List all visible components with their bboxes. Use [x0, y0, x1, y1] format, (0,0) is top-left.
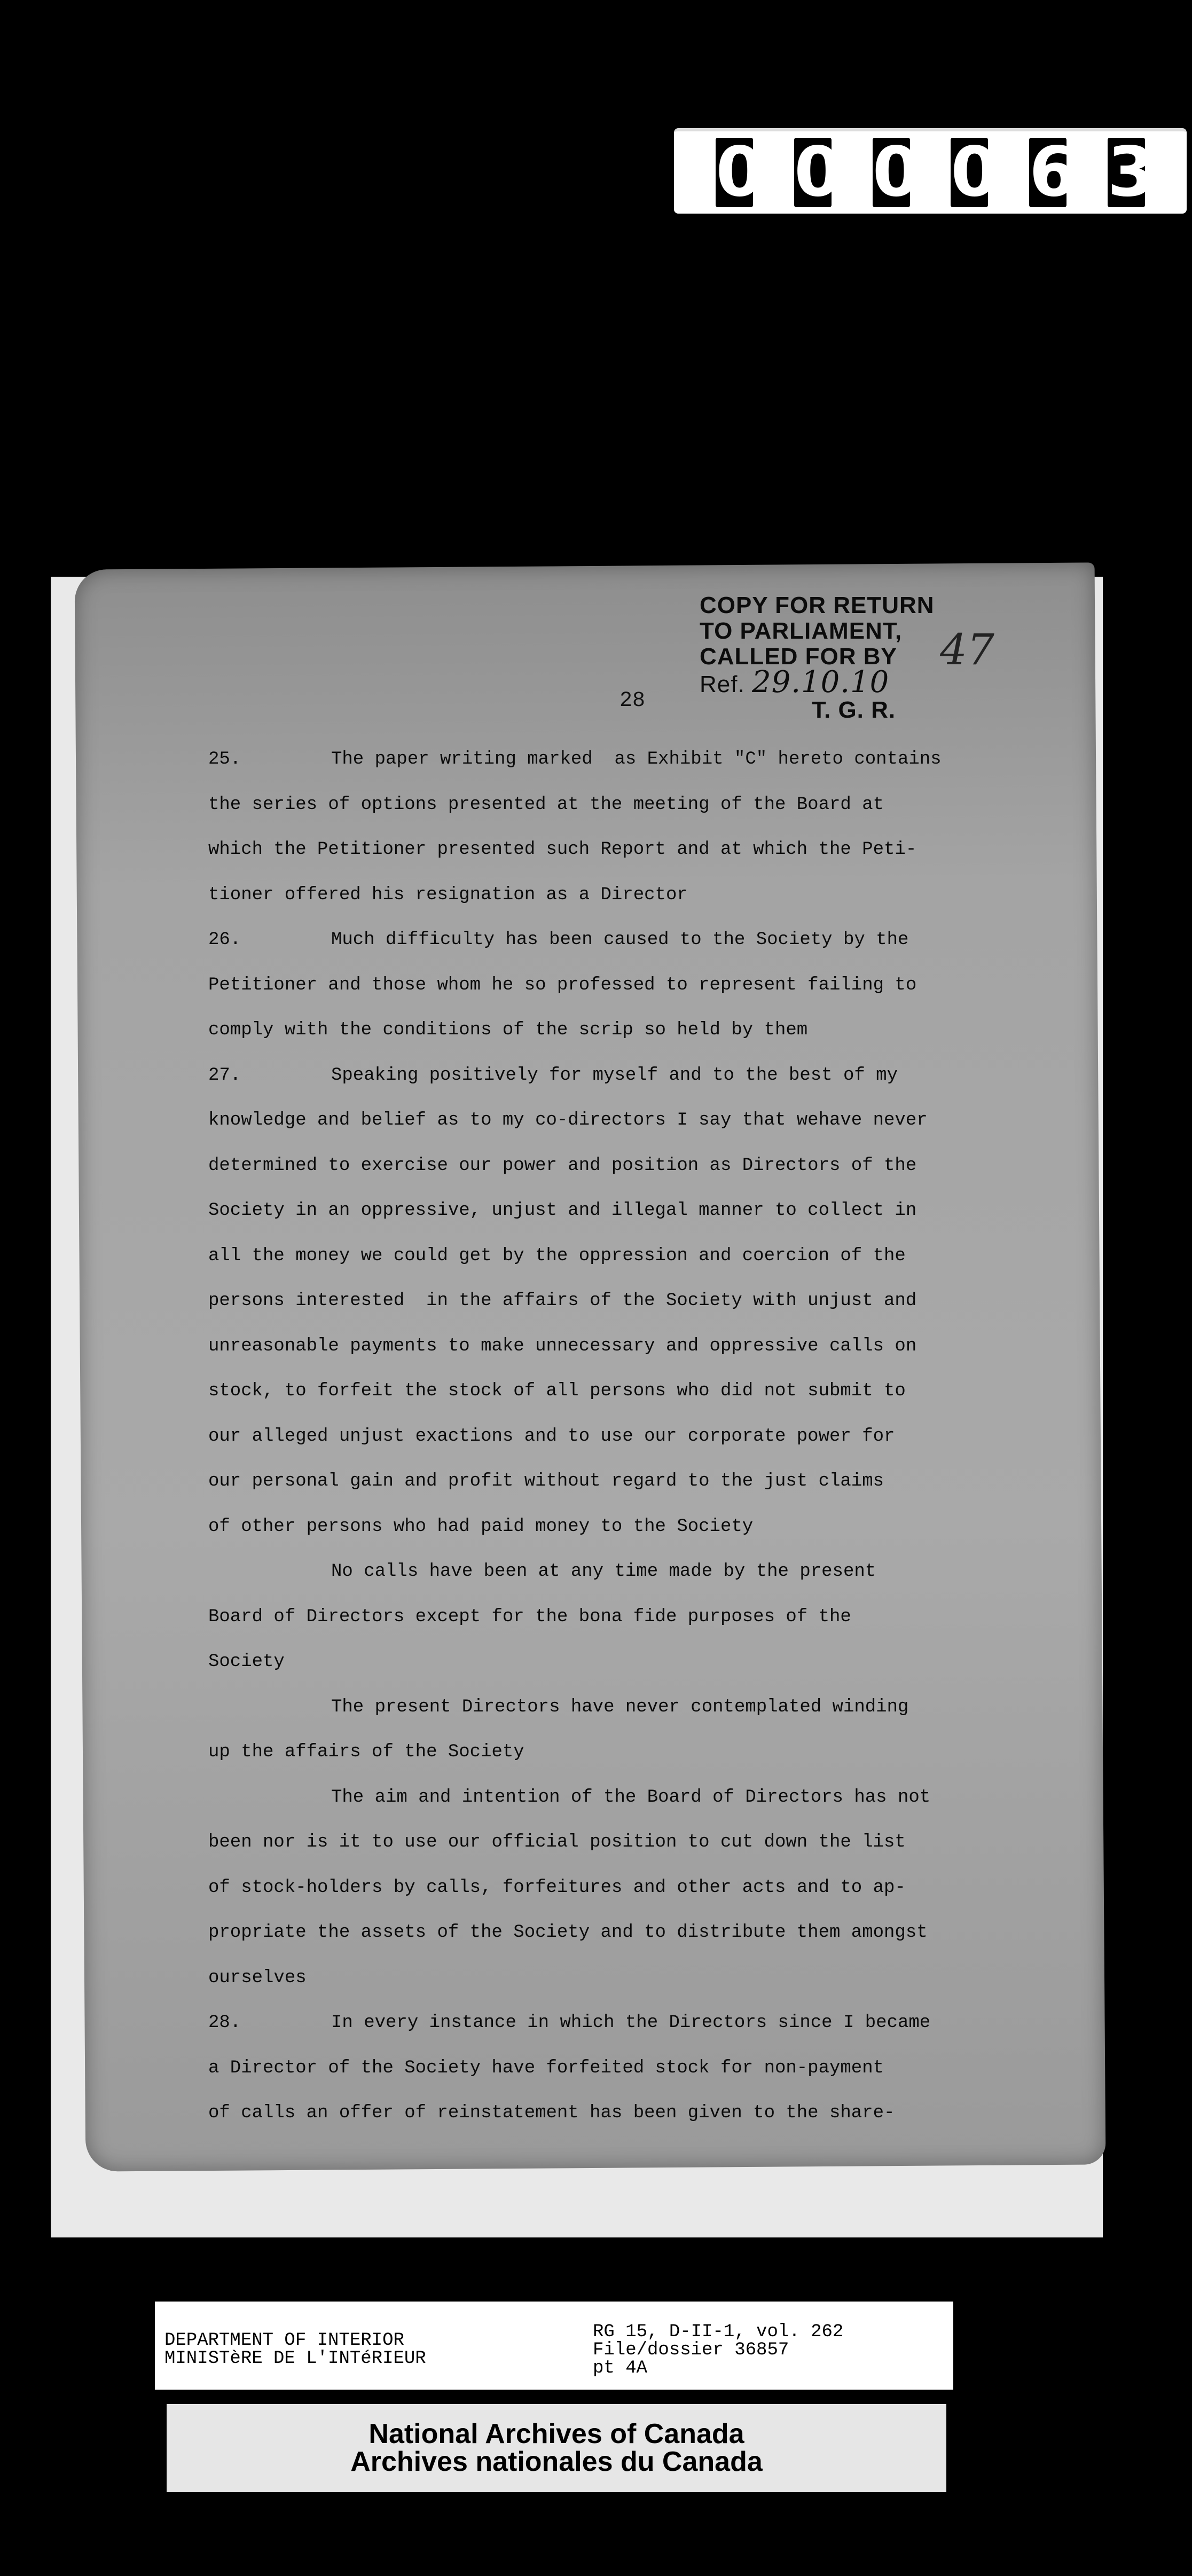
line-text: propriate the assets of the Society and to distribute them amongst — [208, 1922, 928, 1943]
stamp-ref-label: Ref. — [700, 671, 745, 697]
line-text: persons interested in the affairs of the Society with unjust and — [208, 1291, 917, 1311]
line-text: ourselves — [208, 1967, 307, 1988]
line-text: Much difficulty has been caused to the Society by the — [331, 930, 909, 950]
line-text: knowledge and belief as to my co-directors I say that wehave never — [208, 1110, 928, 1130]
text-line — [208, 2046, 1009, 2091]
reference-line: RG 15, D-II-1, vol. 262 — [593, 2322, 844, 2342]
line-text: Speaking positively for myself and to the best of my — [331, 1065, 898, 1086]
text-line — [208, 2000, 1009, 2046]
department-name-en: DEPARTMENT OF INTERIOR — [164, 2330, 404, 2351]
text-line — [208, 2091, 1009, 2136]
line-text: Society in an oppressive, unjust and illegal manner to collect in — [208, 1200, 917, 1221]
stamp-ref-value: 29.10.10 — [751, 665, 890, 700]
line-text: The aim and intention of the Board of Directors has not — [331, 1787, 931, 1808]
frame-digit: 3 — [1107, 132, 1155, 212]
line-text: determined to exercise our power and position as Directors of the — [208, 1155, 917, 1176]
text-line — [208, 1685, 1009, 1730]
text-line — [208, 1595, 1009, 1640]
line-text: our alleged unjust exactions and to use our corporate power for — [208, 1426, 895, 1447]
line-text: which the Petitioner presented such Report and at which the Peti- — [208, 839, 917, 860]
parliament-stamp — [700, 593, 935, 723]
stamp-line: CALLED FOR BY — [700, 643, 897, 670]
frame-digit: 0 — [794, 132, 842, 212]
line-text: stock, to forfeit the stock of all persons who did not submit to — [208, 1381, 906, 1401]
text-line — [208, 1324, 1009, 1369]
text-line — [208, 1234, 1009, 1279]
text-line — [208, 1955, 1009, 2001]
stamp-line: TO PARLIAMENT, — [700, 618, 903, 644]
text-line — [208, 1459, 1009, 1504]
text-line — [208, 782, 1009, 828]
department-name — [164, 2331, 426, 2368]
line-text: Society — [208, 1652, 285, 1672]
paragraph-number: 27. — [208, 1065, 241, 1086]
department-name-fr: MINISTèRE DE L'INTéRIEUR — [164, 2349, 426, 2369]
paragraph-number: 28. — [208, 2013, 241, 2033]
stamp-ref — [700, 665, 935, 700]
frame-digit: 0 — [951, 132, 999, 212]
text-line — [208, 1188, 1009, 1234]
folio-number: 47 — [940, 625, 994, 674]
line-text: a Director of the Society have forfeited stock for non-payment — [208, 2057, 884, 2078]
line-text: unreasonable payments to make unnecessary and oppressive calls on — [208, 1336, 917, 1356]
line-text: comply with the conditions of the scrip so held by them — [208, 1020, 808, 1040]
text-line — [208, 917, 1009, 963]
stamp-line: COPY FOR RETURN — [700, 592, 935, 618]
paragraph-number: 26. — [208, 930, 241, 950]
archives-name-en: National Archives of Canada — [368, 2418, 744, 2449]
text-line — [208, 827, 1009, 873]
archival-reference — [593, 2323, 843, 2377]
line-text: Petitioner and those whom he so professed to represent failing to — [208, 975, 917, 995]
line-text: been nor is it to use our official position to cut down the list — [208, 1832, 906, 1852]
reference-line: pt 4A — [593, 2358, 648, 2378]
department-label — [155, 2302, 953, 2390]
text-line — [208, 1414, 1009, 1459]
archives-label — [167, 2404, 946, 2492]
archives-name-fr: Archives nationales du Canada — [350, 2446, 763, 2477]
frame-counter — [674, 128, 1187, 214]
line-text: all the money we could get by the oppression and coercion of the — [208, 1245, 906, 1266]
frame-digit: 0 — [872, 132, 920, 212]
reference-line: File/dossier 36857 — [593, 2340, 789, 2360]
text-line — [208, 1098, 1009, 1143]
text-line — [208, 873, 1009, 918]
text-line — [208, 1639, 1009, 1685]
line-text: of calls an offer of reinstatement has been given to the share- — [208, 2103, 895, 2123]
line-text: The paper writing marked as Exhibit "C" hereto contains — [331, 749, 942, 769]
body-text — [208, 737, 1009, 2136]
text-line — [208, 1820, 1009, 1865]
page-number: 28 — [619, 689, 646, 713]
text-line — [208, 1053, 1009, 1098]
text-line — [208, 1910, 1009, 1955]
line-text: up the affairs of the Society — [208, 1742, 524, 1762]
text-line — [208, 737, 1009, 782]
text-line — [208, 1008, 1009, 1053]
stamp-initials: T. G. R. — [812, 697, 896, 723]
line-text: The present Directors have never contemplated winding — [331, 1697, 909, 1717]
line-text: of other persons who had paid money to the Society — [208, 1516, 754, 1537]
line-text: tioner offered his resignation as a Director — [208, 884, 688, 905]
line-text: the series of options presented at the meeting of the Board at — [208, 794, 884, 815]
frame-digit: 6 — [1029, 132, 1077, 212]
text-line — [208, 1549, 1009, 1595]
line-text: Board of Directors except for the bona fide purposes of the — [208, 1606, 851, 1627]
line-text: our personal gain and profit without regard to the just claims — [208, 1471, 884, 1491]
line-text: of stock-holders by calls, forfeitures and other acts and to ap- — [208, 1877, 906, 1898]
line-text: In every instance in which the Directors since I became — [331, 2013, 931, 2033]
text-line — [208, 1278, 1009, 1324]
text-line — [208, 1865, 1009, 1911]
line-text: No calls have been at any time made by the present — [331, 1561, 876, 1582]
paragraph-number: 25. — [208, 749, 241, 769]
text-line — [208, 1504, 1009, 1550]
text-line — [208, 1730, 1009, 1775]
text-line — [208, 963, 1009, 1008]
text-line — [208, 1143, 1009, 1189]
frame-digit: 0 — [716, 132, 764, 212]
text-line — [208, 1775, 1009, 1820]
text-line — [208, 1369, 1009, 1414]
